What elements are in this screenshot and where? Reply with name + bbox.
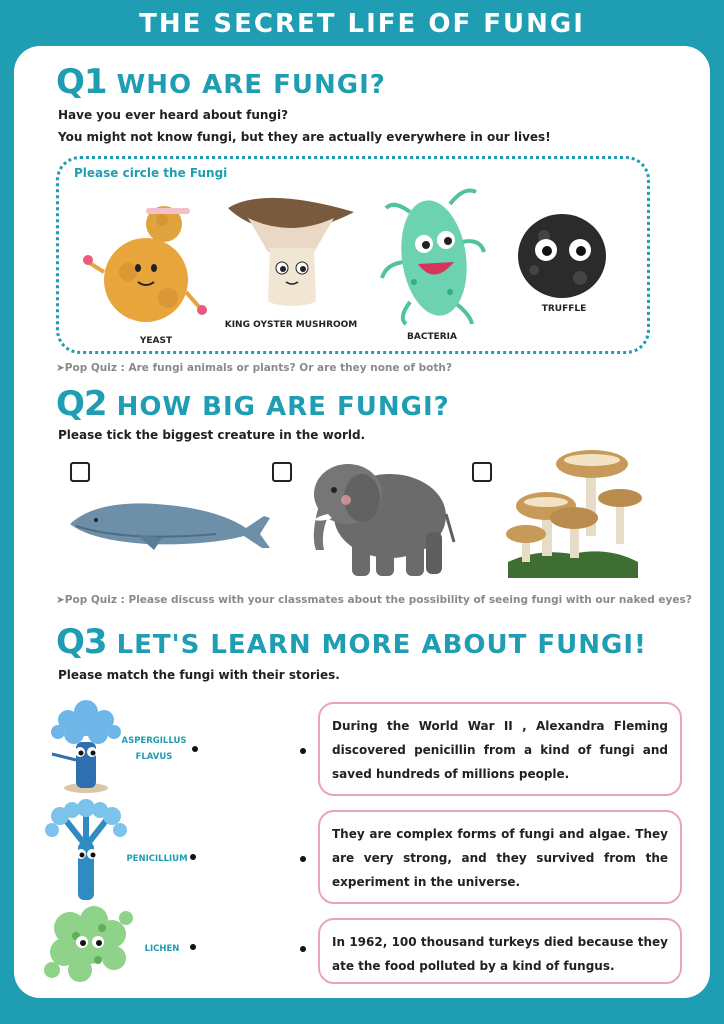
q1-intro-line-2: You might not know fungi, but they are actually everywhere in our lives! bbox=[58, 130, 551, 144]
q2-instruction: Please tick the biggest creature in the world. bbox=[58, 428, 366, 442]
q1-title: WHO ARE FUNGI? bbox=[116, 70, 386, 100]
story-card-2: They are complex forms of fungi and algae. They are very strong, and they survived from the experiment in the universe. bbox=[318, 810, 682, 904]
match-dot-story-2[interactable] bbox=[300, 856, 306, 862]
q3-instruction: Please match the fungi with their stories. bbox=[58, 668, 340, 682]
page-title: THE SECRET LIFE OF FUNGI bbox=[139, 9, 585, 39]
q3-number: Q3 bbox=[56, 622, 107, 662]
circle-instruction: Please circle the Fungi bbox=[74, 166, 228, 180]
blue-whale-illustration bbox=[66, 494, 272, 558]
match-dot-penicillium[interactable] bbox=[190, 854, 196, 860]
bacteria-illustration[interactable] bbox=[380, 182, 488, 328]
aspergillus-flavus-label bbox=[112, 736, 196, 762]
penicillium-illustration bbox=[44, 802, 128, 902]
yeast-caption: YEAST bbox=[139, 336, 173, 346]
truffle-caption: TRUFFLE bbox=[541, 304, 587, 314]
worksheet-card bbox=[14, 46, 710, 998]
match-dot-story-1[interactable] bbox=[300, 748, 306, 754]
match-dot-story-3[interactable] bbox=[300, 946, 306, 952]
q1-number: Q1 bbox=[56, 62, 107, 102]
fungus-checkbox[interactable] bbox=[472, 462, 492, 482]
aspergillus-flavus-label-line-1: ASPERGILLUS bbox=[121, 736, 187, 746]
elephant-illustration bbox=[298, 454, 454, 580]
q3-title: LET'S LEARN MORE ABOUT FUNGI! bbox=[116, 630, 647, 660]
whale-checkbox[interactable] bbox=[70, 462, 90, 482]
q2-title: HOW BIG ARE FUNGI? bbox=[116, 392, 450, 422]
bacteria-caption: BACTERIA bbox=[407, 332, 457, 342]
king-oyster-mushroom-illustration[interactable] bbox=[224, 192, 358, 314]
q2-heading bbox=[56, 384, 450, 424]
king-oyster-mushroom-caption: KING OYSTER MUSHROOM bbox=[224, 320, 358, 330]
lichen-illustration bbox=[40, 898, 138, 988]
penicillium-label: PENICILLIUM bbox=[126, 854, 188, 864]
q1-pop-quiz: ➤Pop Quiz : Are fungi animals or plants? Or are they none of both? bbox=[56, 362, 452, 374]
q1-heading bbox=[56, 62, 386, 102]
story-card-3: In 1962, 100 thousand turkeys died because they ate the food polluted by a kind of fungus. bbox=[318, 918, 682, 984]
q2-number: Q2 bbox=[56, 384, 107, 424]
q3-heading bbox=[56, 622, 647, 662]
q1-intro-line-1: Have you ever heard about fungi? bbox=[58, 108, 289, 122]
match-dot-lichen[interactable] bbox=[190, 944, 196, 950]
story-card-1: During the World War II , Alexandra Fleming discovered penicillin from a kind of fungi and saved hundreds of millions people. bbox=[318, 702, 682, 796]
elephant-checkbox[interactable] bbox=[272, 462, 292, 482]
match-dot-aspergillus[interactable] bbox=[192, 746, 198, 752]
aspergillus-flavus-label-line-2: FLAVUS bbox=[135, 752, 173, 762]
yeast-illustration[interactable] bbox=[82, 202, 212, 332]
giant-fungus-illustration bbox=[498, 444, 646, 580]
q2-pop-quiz: ➤Pop Quiz : Please discuss with your classmates about the possibility of seeing fungi with our naked eyes? bbox=[56, 594, 692, 606]
lichen-label: LICHEN bbox=[144, 944, 180, 954]
truffle-illustration[interactable] bbox=[514, 206, 610, 302]
